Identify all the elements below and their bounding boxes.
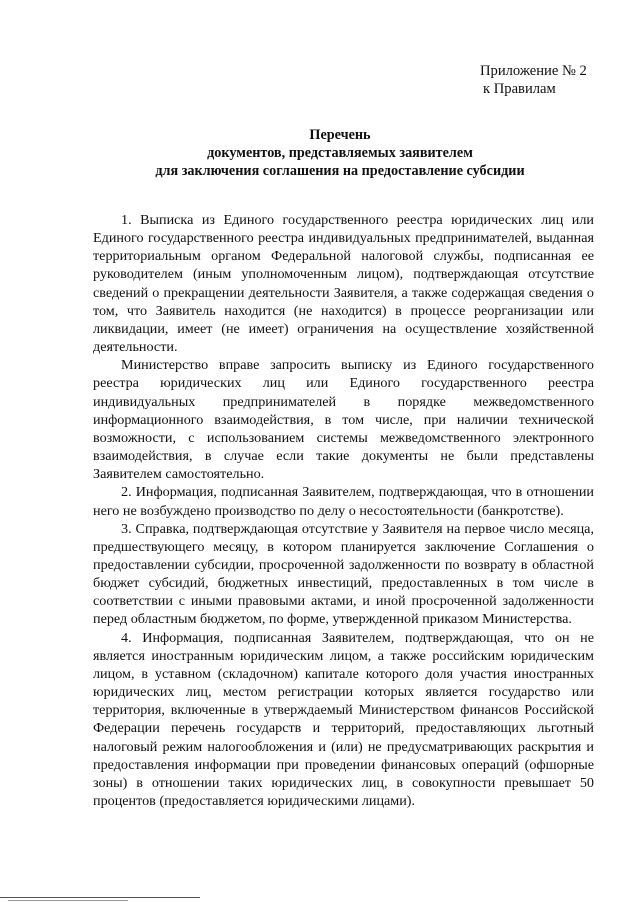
annex-reference	[480, 62, 630, 98]
document-body	[93, 211, 594, 810]
scan-edge-line	[0, 897, 200, 898]
paragraph-item-3: 3. Справка, подтверждающая отсутствие у Заявителя на первое число месяца, предшествующего месяцу, в котором планируется заключение Соглашения о предоставлении субсидии, просроченной задолженности по возврату в областной бюджет субсидий, бюджетных инвестиций, предоставленных в том числе в соответствии с иными правовыми актами, и иной просроченной задолженности перед областным бюджетом, по форме, утвержденной приказом Министерства.	[93, 520, 594, 628]
title-line-1: Перечень	[309, 127, 371, 143]
annex-number: Приложение № 2	[480, 63, 587, 79]
title-line-2: документов, представляемых заявителем	[207, 145, 473, 161]
paragraph-item-1: 1. Выписка из Единого государственного реестра юридических лиц или Единого государственного реестра индивидуальных предпринимателей, выданная территориальным органом Федеральной налоговой службы, подписанная ее руководителем (иным уполномоченным лицом), подтверждающая отсутствие сведений о прекращении деятельности Заявителя, а также содержащая сведения о том, что Заявитель находится (не находится) в процессе реорганизации или ликвидации, имеет (не имеет) ограничения на осуществление хозяйственной деятельности.	[93, 212, 594, 356]
annex-rules-reference: к Правилам	[483, 81, 556, 97]
paragraph-ministry-request: Министерство вправе запросить выписку из Единого государственного реестра юридических лиц или Единого государственного реестра индивидуальных предпринимателей в порядке межведомственного информационного взаимодействия, в том числе, при наличии технической возможности, с использованием системы межведомственного электронного взаимодействия, в случае если такие документы не были представлены Заявителем самостоятельно.	[93, 357, 594, 483]
document-title	[60, 126, 620, 180]
paragraph-item-2: 2. Информация, подписанная Заявителем, подтверждающая, что в отношении него не возбуждено производство по делу о несостоятельности (банкротстве).	[93, 484, 594, 519]
paragraph-item-4: 4. Информация, подписанная Заявителем, подтверждающая, что он не является иностранным юридическим лицом, а также российским юридическим лицом, в уставном (складочном) капитале которого доля участия иностранных юридических лиц, местом регистрации которых является государство или территория, включенные в утверждаемый Министерством финансов Российской Федерации перечень государств и территорий, предоставляющих льготный налоговый режим налогообложения и (или) не предусматривающих раскрытия и предоставления информации при проведении финансовых операций (офшорные зоны) в отношении таких юридических лиц, в совокупности превышает 50 процентов (предоставляется юридическими лицами).	[93, 629, 594, 809]
scan-edge-line-secondary	[8, 900, 128, 901]
title-line-3: для заключения соглашения на предоставление субсидии	[155, 163, 525, 179]
